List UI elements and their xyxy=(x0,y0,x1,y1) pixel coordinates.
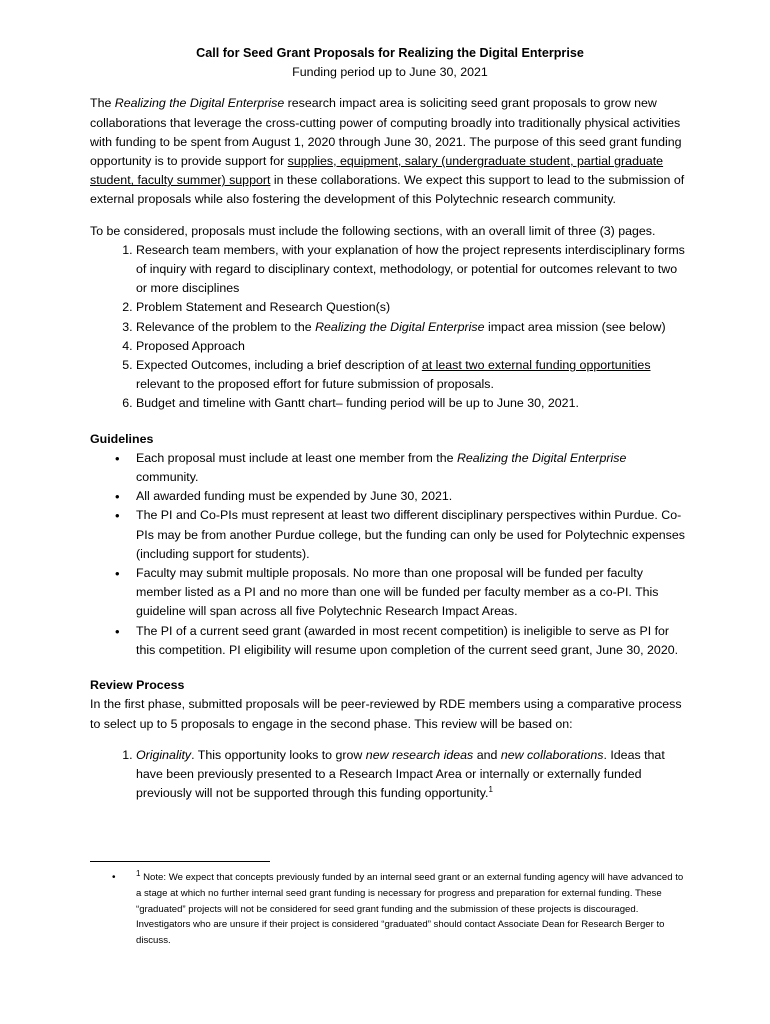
section-3-text-c: impact area mission (see below) xyxy=(484,319,666,334)
section-item-5 xyxy=(136,356,690,394)
section-5-text-a: Expected Outcomes, including a brief description of xyxy=(136,358,422,373)
section-3-text-a: Relevance of the problem to the xyxy=(136,319,316,334)
intro-area-name: Realizing the Digital Enterprise xyxy=(114,96,285,111)
footnote xyxy=(90,870,690,949)
criterion-1-text-b: . This opportunity looks to grow xyxy=(191,747,366,762)
guideline-1-text-a: Each proposal must include at least one member from the xyxy=(136,450,457,465)
guidelines-heading: Guidelines xyxy=(90,431,154,446)
intro-text-2: research impact area is soliciting seed grant proposals to grow new collaborations that leverage the cross-cutting power of computing broadly into traditionally physical activities with funding to be spent from August 1, 2020 through June 30, 2021. The purpose of this seed grant funding opportunity is to provide support for xyxy=(90,96,682,169)
criterion-originality: Originality xyxy=(136,747,192,762)
footnote-number: 1 xyxy=(136,868,141,878)
section-3-area: Realizing the Digital Enterprise xyxy=(315,319,485,334)
intro-text-1: The xyxy=(90,96,115,111)
document-page xyxy=(90,44,690,803)
criterion-1-text-d: and xyxy=(473,747,501,762)
sections-list xyxy=(90,241,690,414)
guideline-item-5: • The PI of a current seed grant (awarded in most recent competition) is ineligible to serve as PI for this competition. PI eligibility will resume upon completion of the current seed grant, June 30, 2020. xyxy=(136,622,690,660)
review-heading: Review Process xyxy=(90,678,185,693)
footnote-body: Note: We expect that concepts previously funded by an internal seed grant or an external funding agency will have advanced to a stage at which no further internal seed grant funding is necessary for progress and preparation for external funding. These “graduated” projects will not be considered for seed grant funding and the submission of these projects is discouraged. Investigators who are unsure if their project is considered “graduated” should contact Associate Dean for Research Berger to discuss. xyxy=(136,872,684,947)
section-item-1: 1. Research team members, with your explanation of how the project represents interdisciplinary forms of inquiry with regard to disciplinary context, methodology, or potential for outcomes relevant to two or more disciplines xyxy=(136,241,690,299)
footnote-bullet: • xyxy=(112,872,116,883)
criterion-1-ideas: new research ideas xyxy=(365,747,474,762)
guideline-item-1 xyxy=(136,449,690,487)
section-item-4: 4. Proposed Approach xyxy=(136,337,690,356)
review-criterion-1 xyxy=(136,746,690,804)
intro-support-underlined: supplies, equipment, salary (undergraduate student, partial graduate student, faculty summer) support xyxy=(90,154,664,188)
intro-paragraph xyxy=(90,94,690,209)
guideline-item-3: • The PI and Co-PIs must represent at least two different disciplinary perspectives within Purdue. Co-PIs may be from another Purdue college, but the funding can only be used for Polytechnic expenses (including support for students). xyxy=(136,506,690,564)
guideline-1-text-c: community. xyxy=(136,470,199,485)
document-subtitle: Funding period up to June 30, 2021 xyxy=(292,65,488,80)
review-paragraph: In the first phase, submitted proposals will be peer-reviewed by RDE members using a comparative process to select up to 5 proposals to engage in the second phase. This review will be based on: xyxy=(90,697,682,731)
criterion-1-collaborations: new collaborations xyxy=(500,747,604,762)
guideline-item-4: • Faculty may submit multiple proposals. No more than one proposal will be funded per faculty member listed as a PI and no more than one will be funded per faculty member as a co-PI. This guideline will span across all five Polytechnic Research Impact Areas. xyxy=(136,564,690,622)
footnote-text xyxy=(136,870,690,949)
intro-text-3: in these collaborations. We expect this support to lead to the submission of external proposals while also fostering the development of this Polytechnic research community. xyxy=(90,173,685,207)
document-title: Call for Seed Grant Proposals for Realizing the Digital Enterprise xyxy=(196,46,584,60)
review-criteria-list xyxy=(90,746,690,804)
section-5-underlined: at least two external funding opportunities xyxy=(421,358,651,373)
section-item-3 xyxy=(136,318,690,337)
guideline-1-area: Realizing the Digital Enterprise xyxy=(456,450,627,465)
footnote-divider xyxy=(90,861,270,862)
criterion-1-text-f: . Ideas that have been previously presented to a Research Impact Area or internally or externally funded previously will not be supported through this funding opportunity. xyxy=(136,747,665,801)
section-item-6: 6. Budget and timeline with Gantt chart– funding period will be up to June 30, 2021. xyxy=(136,394,690,413)
footnote-ref: 1 xyxy=(488,784,493,794)
section-item-2: 2. Problem Statement and Research Question(s) xyxy=(136,298,690,317)
guideline-item-2: • All awarded funding must be expended by June 30, 2021. xyxy=(136,487,690,506)
sections-intro: To be considered, proposals must include the following sections, with an overall limit of three (3) pages. xyxy=(90,223,656,238)
guidelines-list xyxy=(90,449,690,660)
section-5-text-c: relevant to the proposed effort for future submission of proposals. xyxy=(136,377,494,392)
